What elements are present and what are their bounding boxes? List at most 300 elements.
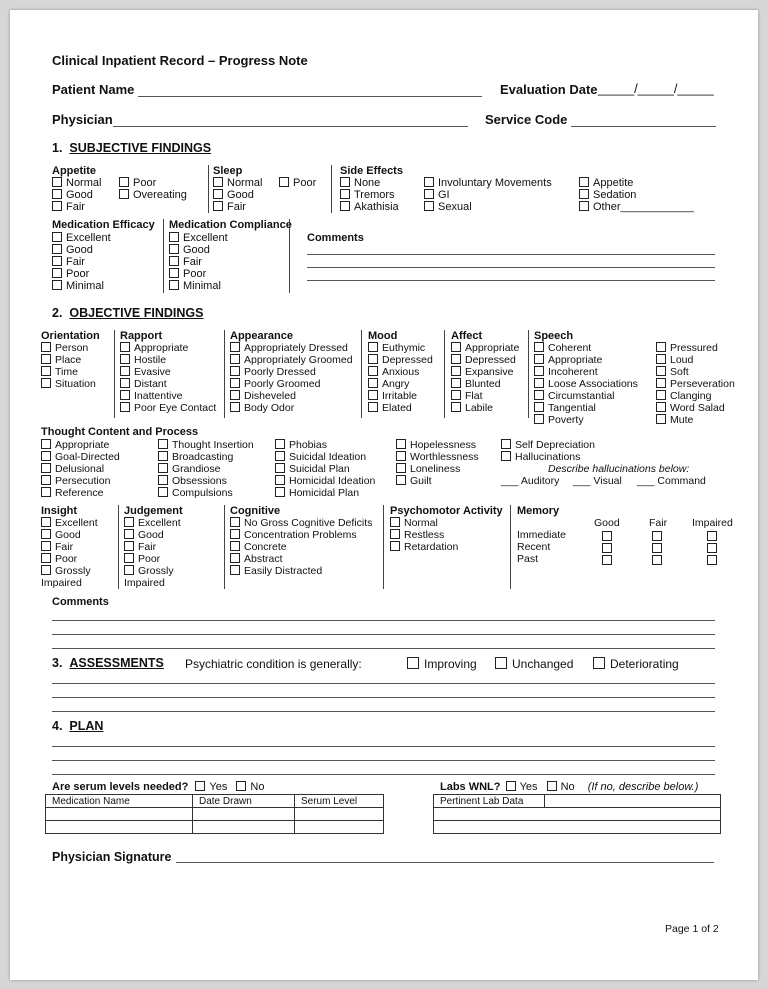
checkbox[interactable] [41,565,51,575]
checkbox-item[interactable]: Normal [52,177,101,189]
table-row[interactable] [434,808,721,821]
checkbox-item[interactable]: Appropriate [534,354,638,366]
checkbox-item[interactable]: Good [169,244,228,256]
labs-no-checkbox[interactable] [547,781,557,791]
checkbox[interactable] [534,390,544,400]
checkbox[interactable] [41,475,51,485]
checkbox-item[interactable]: Thought Insertion [158,439,254,451]
checkbox[interactable] [124,517,134,527]
checkbox[interactable] [52,280,62,290]
checkbox[interactable] [275,451,285,461]
checkbox-item[interactable]: Distant [120,378,216,390]
checkbox[interactable] [368,354,378,364]
checkbox-item[interactable]: Fair [124,541,181,553]
checkbox[interactable] [41,439,51,449]
checkbox-item[interactable]: Tremors [340,189,399,201]
checkbox-item[interactable]: Homicidal Ideation [275,475,375,487]
checkbox-item[interactable]: Delusional [41,463,120,475]
checkbox[interactable] [52,232,62,242]
checkbox[interactable] [275,475,285,485]
sleep-label: Sleep [213,165,243,177]
checkbox[interactable] [158,451,168,461]
memory-row-immediate: Immediate [517,529,567,541]
checkbox[interactable] [230,390,240,400]
checkbox-item[interactable]: Good [52,189,101,201]
checkbox[interactable] [169,232,179,242]
checkbox[interactable] [534,402,544,412]
checkbox-item[interactable]: Minimal [169,280,228,292]
checkbox-item[interactable]: Persecution [41,475,120,487]
table-header: Medication Name [46,795,193,808]
checkbox[interactable] [158,475,168,485]
plan-line[interactable] [52,774,715,775]
checkbox[interactable] [158,439,168,449]
checkbox[interactable] [52,244,62,254]
checkbox[interactable] [275,487,285,497]
checkbox-item[interactable]: Goal-Directed [41,451,120,463]
checkbox[interactable] [396,475,406,485]
checkbox-item[interactable]: Mute [656,414,735,426]
checkbox[interactable] [158,487,168,497]
checkbox[interactable] [124,541,134,551]
checkbox-item[interactable]: Fair [169,256,228,268]
checkbox[interactable] [169,268,179,278]
checkbox[interactable] [424,177,434,187]
checkbox-item[interactable]: Soft [656,366,735,378]
checkbox-item[interactable]: Labile [451,402,519,414]
thought-col4 [396,439,479,487]
checkbox-item[interactable]: Person [41,342,96,354]
comment-line[interactable] [52,620,715,621]
checkbox[interactable] [368,366,378,376]
checkbox-item[interactable]: Restless [390,529,458,541]
section-number: 1. [52,141,63,155]
checkbox[interactable] [396,463,406,473]
thought-col5 [501,439,595,463]
checkbox[interactable] [656,366,666,376]
checkbox[interactable] [52,268,62,278]
checkbox-item[interactable]: Circumstantial [534,390,638,402]
checkbox-item[interactable]: Poorly Dressed [230,366,353,378]
checkbox-item[interactable]: Clanging [656,390,735,402]
physician-signature-field[interactable] [176,862,714,863]
checkbox[interactable] [501,451,511,461]
checkbox[interactable] [279,177,289,187]
checkbox-item[interactable]: Concentration Problems [230,529,372,541]
checkbox-item[interactable]: Excellent [169,232,228,244]
checkbox-item[interactable]: Poor [41,553,98,565]
checkbox[interactable] [41,378,51,388]
assessment-line[interactable] [52,683,715,684]
side-effects-col1 [340,177,399,213]
checkbox[interactable] [213,189,223,199]
checkbox[interactable] [534,414,544,424]
checkbox-item[interactable]: Coherent [534,342,638,354]
checkbox[interactable] [656,390,666,400]
checkbox-item[interactable]: Hallucinations [501,451,595,463]
checkbox[interactable] [230,378,240,388]
checkbox[interactable] [396,439,406,449]
checkbox[interactable] [230,402,240,412]
checkbox-item[interactable]: Incoherent [534,366,638,378]
checkbox-item[interactable]: No Gross Cognitive Deficits [230,517,372,529]
hallucinations-instruction: Describe hallucinations below: [548,463,690,475]
evaluation-date-field[interactable]: _____/_____/_____ [598,81,714,96]
compliance-col [169,232,228,292]
checkbox[interactable] [41,342,51,352]
labs-yes-checkbox[interactable] [506,781,516,791]
checkbox[interactable] [368,378,378,388]
patient-name-field[interactable] [138,96,482,97]
checkbox[interactable] [534,378,544,388]
checkbox-item[interactable]: Fair [213,201,262,213]
checkbox-item[interactable]: Expansive [451,366,519,378]
checkbox-item[interactable]: Situation [41,378,96,390]
checkbox-item[interactable]: Akathisia [340,201,399,213]
memory-checkbox[interactable] [652,543,662,553]
checkbox-item[interactable]: Compulsions [158,487,254,499]
checkbox[interactable] [340,189,350,199]
orientation-label: Orientation [41,330,100,342]
checkbox[interactable] [41,451,51,461]
checkbox-item[interactable]: Hopelessness [396,439,479,451]
checkbox-item[interactable]: Concrete [230,541,372,553]
checkbox[interactable] [424,189,434,199]
checkbox-item[interactable]: Anxious [368,366,433,378]
checkbox[interactable] [396,451,406,461]
mood-col [368,342,433,414]
checkbox-item[interactable]: Phobias [275,439,375,451]
checkbox-item[interactable]: Disheveled [230,390,353,402]
checkbox-item[interactable]: Appropriate [451,342,519,354]
checkbox[interactable] [275,439,285,449]
checkbox-item[interactable]: Grandiose [158,463,254,475]
divider [163,219,164,293]
checkbox[interactable] [534,366,544,376]
checkbox[interactable] [41,529,51,539]
checkbox-item[interactable]: Suicidal Ideation [275,451,375,463]
checkbox[interactable] [120,402,130,412]
checkbox[interactable] [390,529,400,539]
checkbox-item[interactable]: Grossly [124,565,181,577]
deteriorating-option[interactable]: Deteriorating [593,657,679,671]
checkbox[interactable] [230,342,240,352]
service-code-label: Service Code [485,112,568,127]
table-row[interactable] [46,808,384,821]
checkbox-item[interactable]: GI [424,189,552,201]
improving-option[interactable]: Improving [407,657,477,671]
checkbox-item[interactable]: Appropriately Dressed [230,342,353,354]
checkbox-item[interactable]: Involuntary Movements [424,177,552,189]
checkbox[interactable] [124,529,134,539]
memory-checkbox[interactable] [652,531,662,541]
divider [224,505,225,589]
checkbox-item[interactable]: Retardation [390,541,458,553]
checkbox[interactable] [120,342,130,352]
assessment-line[interactable] [52,697,715,698]
checkbox[interactable] [120,366,130,376]
checkbox[interactable] [230,565,240,575]
checkbox[interactable] [52,177,62,187]
checkbox[interactable] [275,463,285,473]
checkbox[interactable] [451,354,461,364]
checkbox-item[interactable]: Fair [52,256,111,268]
checkbox-item[interactable]: Normal [213,177,262,189]
checkbox-item[interactable]: Euthymic [368,342,433,354]
checkbox-item[interactable]: Other____________ [579,201,694,213]
checkbox-item[interactable]: Poor Eye Contact [120,402,216,414]
checkbox-item[interactable]: Excellent [41,517,98,529]
checkbox-item[interactable]: Loneliness [396,463,479,475]
checkbox[interactable] [368,390,378,400]
memory-checkbox[interactable] [652,555,662,565]
memory-checkbox[interactable] [707,555,717,565]
checkbox-item[interactable]: Time [41,366,96,378]
checkbox-item[interactable]: Blunted [451,378,519,390]
divider [289,219,290,293]
checkbox-item[interactable]: Perseveration [656,378,735,390]
memory-checkbox[interactable] [602,531,612,541]
checkbox-item[interactable]: Angry [368,378,433,390]
checkbox-item[interactable]: Appropriate [120,342,216,354]
checkbox-item[interactable]: Depressed [368,354,433,366]
checkbox-item[interactable]: Poor [279,177,316,189]
checkbox-item[interactable]: Good [124,529,181,541]
checkbox[interactable] [534,342,544,352]
checkbox[interactable] [579,201,589,211]
checkbox-item[interactable]: Guilt [396,475,479,487]
checkbox[interactable] [119,189,129,199]
checkbox[interactable] [52,189,62,199]
checkbox[interactable] [41,463,51,473]
memory-row-recent: Recent [517,541,551,553]
judgement-label: Judgement [124,505,183,517]
memory-checkbox[interactable] [707,543,717,553]
checkbox-item[interactable]: Loud [656,354,735,366]
table-row[interactable] [434,821,721,834]
checkbox[interactable] [124,553,134,563]
checkbox-item[interactable]: Loose Associations [534,378,638,390]
side-effects-col3 [579,177,694,213]
section-title: OBJECTIVE FINDINGS [69,306,204,320]
checkbox[interactable] [230,529,240,539]
rapport-col [120,342,216,414]
comment-line[interactable] [307,254,715,255]
assessment-line[interactable] [52,711,715,712]
comment-line[interactable] [52,648,715,649]
orientation-col [41,342,96,390]
checkbox-item[interactable]: Fair [52,201,101,213]
divider [528,330,529,418]
speech-col2 [656,342,735,426]
auditory-option[interactable]: ___ Auditory [501,475,560,487]
checkbox[interactable] [169,256,179,266]
checkbox-item[interactable]: Inattentive [120,390,216,402]
checkbox-item[interactable]: Appropriately Groomed [230,354,353,366]
checkbox[interactable] [534,354,544,364]
side-effects-label: Side Effects [340,165,403,177]
checkbox-item[interactable]: Good [41,529,98,541]
checkbox[interactable] [656,378,666,388]
labs-note: (If no, describe below.) [587,781,699,793]
checkbox-item[interactable]: Irritable [368,390,433,402]
checkbox[interactable] [213,201,223,211]
memory-checkbox[interactable] [707,531,717,541]
checkbox-item[interactable]: Worthlessness [396,451,479,463]
divider [383,505,384,589]
checkbox-item[interactable]: Place [41,354,96,366]
checkbox-item[interactable]: Overeating [119,189,187,201]
checkbox[interactable] [390,541,400,551]
checkbox[interactable] [119,177,129,187]
checkbox[interactable] [230,354,240,364]
checkbox-item[interactable]: Broadcasting [158,451,254,463]
checkbox[interactable] [230,517,240,527]
checkbox[interactable] [451,378,461,388]
plan-line[interactable] [52,746,715,747]
checkbox-item[interactable]: Appetite [579,177,694,189]
checkbox-item[interactable]: Normal [390,517,458,529]
physician-field[interactable] [113,126,468,127]
checkbox-item[interactable]: Homicidal Plan [275,487,375,499]
checkbox-item[interactable]: Elated [368,402,433,414]
checkbox-item[interactable]: Pressured [656,342,735,354]
checkbox-item[interactable]: Tangential [534,402,638,414]
checkbox[interactable] [41,366,51,376]
serum-no-checkbox[interactable] [236,781,246,791]
serum-question: Are serum levels needed? [52,781,189,793]
checkbox[interactable] [424,201,434,211]
medication-compliance-label: Medication Compliance [169,219,292,231]
section-title: SUBJECTIVE FINDINGS [69,141,212,155]
checkbox[interactable] [52,201,62,211]
checkbox-item[interactable]: Good [213,189,262,201]
checkbox-item[interactable]: Word Salad [656,402,735,414]
checkbox[interactable] [41,541,51,551]
checkbox[interactable] [120,354,130,364]
checkbox-item[interactable]: Abstract [230,553,372,565]
checkbox[interactable] [169,280,179,290]
checkbox[interactable] [451,342,461,352]
memory-row-past: Past [517,553,539,565]
divider [114,330,115,418]
objective-comments-label: Comments [52,596,109,608]
checkbox-item[interactable]: Excellent [124,517,181,529]
plan-line[interactable] [52,760,715,761]
checkbox-item[interactable]: Suicidal Plan [275,463,375,475]
checkbox[interactable] [656,402,666,412]
checkbox[interactable] [41,354,51,364]
checkbox[interactable] [593,657,605,669]
checkbox[interactable] [451,390,461,400]
checkbox-item[interactable]: Appropriate [41,439,120,451]
checkbox[interactable] [656,342,666,352]
checkbox-item[interactable]: Sedation [579,189,694,201]
checkbox[interactable] [120,390,130,400]
checkbox[interactable] [230,541,240,551]
checkbox-item[interactable]: Minimal [52,280,111,292]
checkbox-item[interactable]: Grossly [41,565,98,577]
memory-checkbox[interactable] [602,543,612,553]
comment-line[interactable] [52,634,715,635]
visual-option[interactable]: ___ Visual [573,475,622,487]
checkbox-item[interactable]: Flat [451,390,519,402]
comment-line[interactable] [307,267,715,268]
checkbox-item[interactable]: Obsessions [158,475,254,487]
serum-yes-checkbox[interactable] [195,781,205,791]
checkbox[interactable] [368,342,378,352]
checkbox-item[interactable]: Depressed [451,354,519,366]
section-assessments-heading [52,656,164,670]
checkbox[interactable] [52,256,62,266]
checkbox[interactable] [340,201,350,211]
checkbox[interactable] [41,517,51,527]
checkbox[interactable] [451,402,461,412]
checkbox-item[interactable]: Sexual [424,201,552,213]
comment-line[interactable] [307,280,715,281]
serum-question-row: Are serum levels needed? Yes No [52,781,265,793]
unchanged-option[interactable]: Unchanged [495,657,573,671]
checkbox-item[interactable]: Reference [41,487,120,499]
insight-label: Insight [41,505,78,517]
checkbox-item[interactable]: Excellent [52,232,111,244]
checkbox-item[interactable]: Body Odor [230,402,353,414]
checkbox-item[interactable]: Good [52,244,111,256]
checkbox[interactable] [390,517,400,527]
checkbox-item[interactable]: None [340,177,399,189]
checkbox-item[interactable]: Poverty [534,414,638,426]
form-title: Clinical Inpatient Record – Progress Note [52,53,308,68]
checkbox[interactable] [340,177,350,187]
checkbox[interactable] [501,439,511,449]
checkbox[interactable] [495,657,507,669]
checkbox[interactable] [407,657,419,669]
command-option[interactable]: ___ Command [637,475,706,487]
checkbox[interactable] [579,189,589,199]
checkbox-item[interactable]: Easily Distracted [230,565,372,577]
checkbox[interactable] [158,463,168,473]
checkbox-item[interactable]: Poorly Groomed [230,378,353,390]
checkbox-item[interactable]: Poor [52,268,111,280]
memory-checkbox[interactable] [602,555,612,565]
checkbox-item[interactable]: Evasive [120,366,216,378]
checkbox[interactable] [368,402,378,412]
service-code-field[interactable] [571,126,716,127]
checkbox[interactable] [124,565,134,575]
section-subjective-heading [52,141,211,155]
table-row[interactable] [46,821,384,834]
checkbox[interactable] [230,553,240,563]
checkbox[interactable] [656,414,666,424]
checkbox[interactable] [656,354,666,364]
section-number: 2. [52,306,63,320]
labs-table [433,794,721,834]
checkbox-item[interactable]: Poor [169,268,228,280]
checkbox[interactable] [579,177,589,187]
checkbox[interactable] [451,366,461,376]
checkbox[interactable] [41,553,51,563]
checkbox-item[interactable]: Poor [124,553,181,565]
checkbox[interactable] [213,177,223,187]
checkbox[interactable] [169,244,179,254]
checkbox-item[interactable]: Poor [119,177,187,189]
checkbox[interactable] [120,378,130,388]
checkbox-item[interactable]: Self Depreciation [501,439,595,451]
checkbox-item[interactable]: Hostile [120,354,216,366]
checkbox-item[interactable]: Fair [41,541,98,553]
checkbox[interactable] [230,366,240,376]
checkbox[interactable] [41,487,51,497]
